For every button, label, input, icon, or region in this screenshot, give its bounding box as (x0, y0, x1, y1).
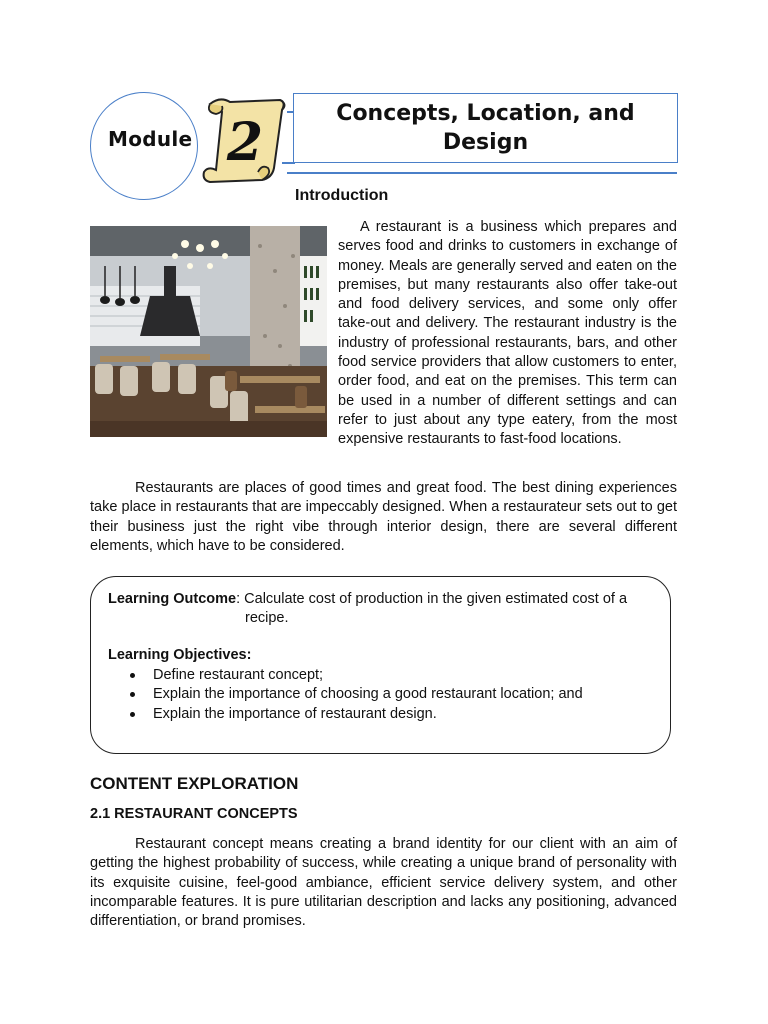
list-item: Define restaurant concept; (128, 666, 583, 685)
list-item: Explain the importance of restaurant design. (128, 705, 583, 724)
intro-paragraph-2: Restaurants are places of good times and great food. The best dining experiences take place in restaurants that are impeccably designed. When a restaurateur sets out to get their business just the right vibe through interior design, there are several different elements, which have to be considered. (90, 480, 677, 554)
intro-paragraph-1 (90, 218, 677, 450)
list-item: Explain the importance of choosing a good restaurant location; and (128, 685, 583, 704)
introduction-heading: Introduction (295, 187, 389, 204)
learning-objectives-label: Learning Objectives: (108, 647, 252, 663)
module-title: Concepts, Location, and Design (336, 101, 635, 155)
header-rule (287, 172, 677, 174)
intro-paragraph-1-text: A restaurant is a business which prepares and serves food and drinks to customers in exchange of money. Meals are generally served and eaten on the premises, but many restaurants also offer take-out and food delivery services, and some only offer take-out and delivery. The restaurant industry is the industry of professional restaurants, bars, and other food service providers that allow customers to enter, order food, and eat on the premises. This term can be used in a number of different settings and can refer to just about any type eatery, from the most expensive restaurants to fast-food locations. (338, 219, 677, 448)
learning-outcome-label: Learning Outcome (108, 591, 237, 607)
learning-outcome-continuation: recipe. (245, 610, 289, 626)
module-number: 2 (226, 112, 264, 173)
learning-objectives-list (128, 666, 583, 724)
scroll-icon (196, 94, 288, 186)
module-label: Module (108, 127, 193, 151)
content-exploration-heading: CONTENT EXPLORATION (90, 774, 299, 793)
restaurant-concepts-heading: 2.1 RESTAURANT CONCEPTS (90, 806, 298, 822)
module-title-box (293, 93, 678, 163)
learning-outcome-line (108, 590, 668, 609)
learning-outcome-text: : Calculate cost of production in the given estimated cost of a (236, 591, 628, 607)
restaurant-concepts-paragraph: Restaurant concept means creating a brand identity for our client with an aim of getting the highest probability of success, while creating a unique brand of personality with its exquisite cuisine, feel-good ambiance, efficient service delivery system, and other incomparable features. It is pure utilitarian description and lacks any positioning, advanced differentiation, or brand promises. (90, 836, 677, 930)
photo-wrap-spacer (90, 218, 338, 450)
